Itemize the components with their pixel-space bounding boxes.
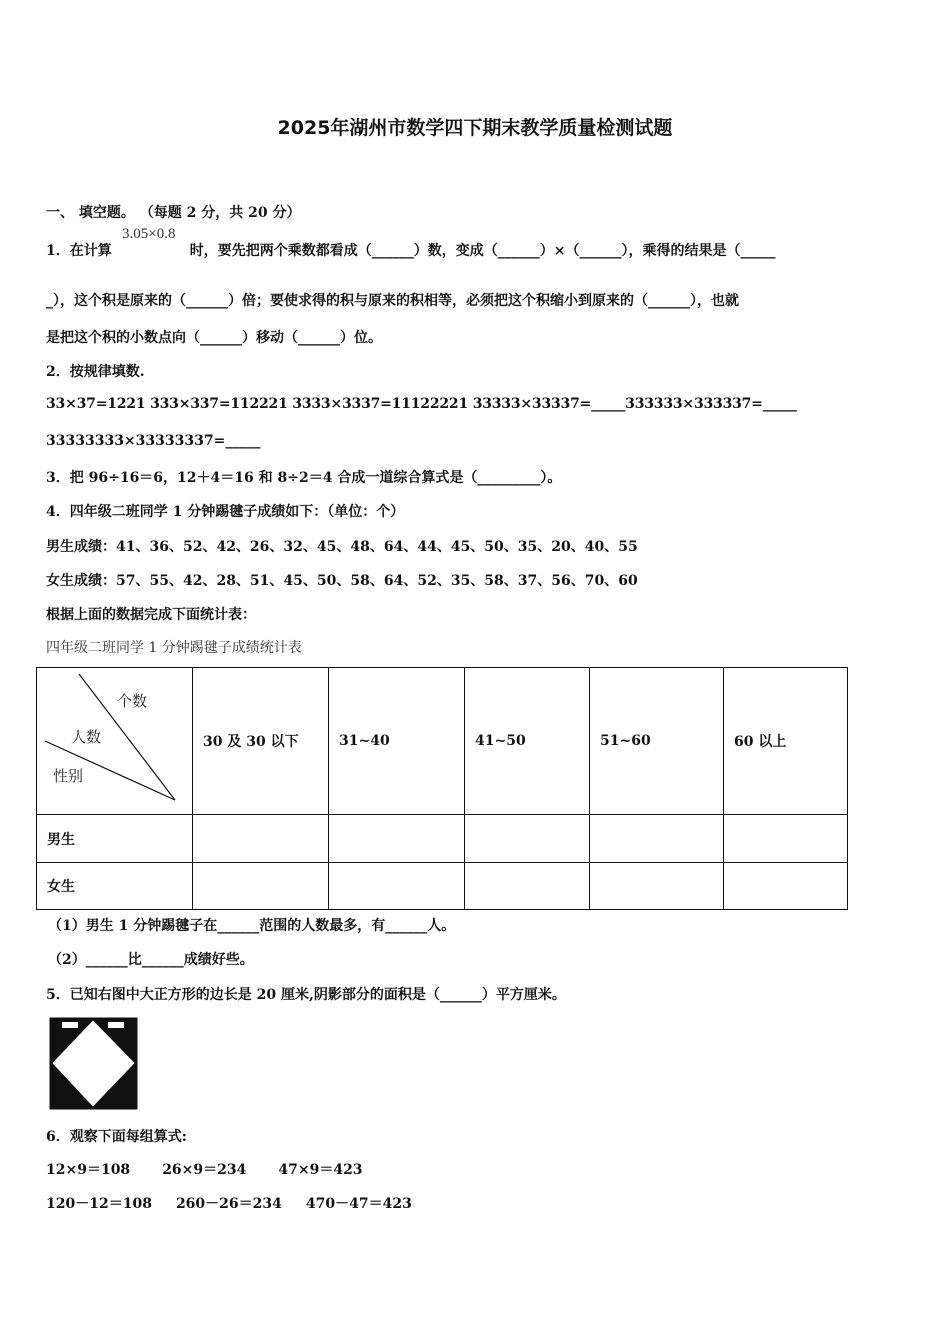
question-4-header: 4．四年级二班同学 1 分钟踢毽子成绩如下：（单位：个） — [46, 504, 405, 520]
question-6-row-2 — [46, 1193, 412, 1213]
column-header: 51~60 — [590, 668, 724, 815]
question-1-line-2: _），这个积是原来的（______）倍；要使求得的积与原来的积相等，必须把这个积缩小到原来的（______），也就 — [46, 293, 739, 309]
column-header: 60 以上 — [724, 668, 848, 815]
table-row — [37, 815, 848, 863]
table-cell — [590, 815, 724, 863]
table-cell — [465, 863, 590, 910]
table-cell — [724, 863, 848, 910]
question-6-header: 6．观察下面每组算式: — [46, 1129, 187, 1145]
table-cell — [329, 863, 465, 910]
math-expression: 3.05×0.8 — [122, 226, 176, 242]
diagonal-lines — [37, 668, 182, 814]
page-title: 2025年湖州市数学四下期末教学质量检测试题 — [277, 117, 673, 139]
question-3: 3．把 96÷16＝6，12＋4＝16 和 8÷2＝4 合成一道综合算式是（_________）。 — [46, 470, 562, 486]
table-caption: 四年级二班同学 1 分钟踢毽子成绩统计表 — [46, 640, 302, 656]
equation: 120－12＝108 — [46, 1196, 152, 1212]
girls-scores: 女生成绩：57、55、42、28、51、45、50、58、64、52、35、58、37、56、70、60 — [46, 573, 638, 589]
question-4-sub-2: （2）______比______成绩好些。 — [48, 952, 254, 968]
column-header: 41~50 — [465, 668, 590, 815]
diag-label-gender: 性别 — [53, 767, 84, 785]
diag-label-people: 人数 — [71, 728, 102, 746]
question-1-line-1 — [46, 240, 775, 260]
stats-table — [36, 667, 848, 910]
equation: 47×9＝423 — [278, 1162, 363, 1178]
question-2-line-2: 33333333×33333337=_____ — [46, 433, 261, 449]
equation: 12×9＝108 — [46, 1162, 131, 1178]
equation: 26×9＝234 — [162, 1162, 247, 1178]
table-cell — [590, 863, 724, 910]
table-instruction: 根据上面的数据完成下面统计表： — [46, 607, 256, 623]
column-header: 30 及 30 以下 — [193, 668, 329, 815]
equation: 470－47＝423 — [305, 1196, 412, 1212]
table-row — [37, 863, 848, 910]
row-header-boys: 男生 — [37, 815, 193, 863]
table-header-row — [37, 668, 848, 815]
question-1-suffix: 时，要先把两个乘数都看成（______）数，变成（______）×（______），乘得的结果是（_____ — [189, 243, 776, 259]
row-header-girls: 女生 — [37, 863, 193, 910]
table-cell — [193, 863, 329, 910]
question-4-sub-1: （1）男生 1 分钟踢毽子在______范围的人数最多，有______人。 — [48, 918, 456, 934]
section-header: 一、 填空题。 （每题 2 分，共 20 分） — [46, 205, 301, 221]
diag-label-count: 个数 — [117, 692, 148, 710]
table-cell — [193, 815, 329, 863]
boys-scores: 男生成绩：41、36、52、42、26、32、45、48、64、44、45、50、35、20、40、55 — [46, 539, 638, 555]
question-1-prefix: 1．在计算 — [46, 243, 112, 259]
question-2-line-1: 33×37=1221 333×337=112221 3333×3337=11122221 33333×33337=_____333333×333337=_____ — [46, 396, 797, 412]
diagonal-header-cell — [37, 668, 193, 815]
table-cell — [329, 815, 465, 863]
question-1-line-3: 是把这个积的小数点向（______）移动（______）位。 — [46, 330, 382, 346]
question-6-row-1 — [46, 1159, 363, 1179]
question-2-header: 2．按规律填数. — [46, 364, 145, 380]
table-cell — [724, 815, 848, 863]
table-cell — [465, 815, 590, 863]
question-5: 5．已知右图中大正方形的边长是 20 厘米,阴影部分的面积是（______）平方厘米。 — [46, 987, 566, 1003]
column-header: 31~40 — [329, 668, 465, 815]
equation: 260－26＝234 — [175, 1196, 282, 1212]
square-figure — [48, 1016, 140, 1112]
